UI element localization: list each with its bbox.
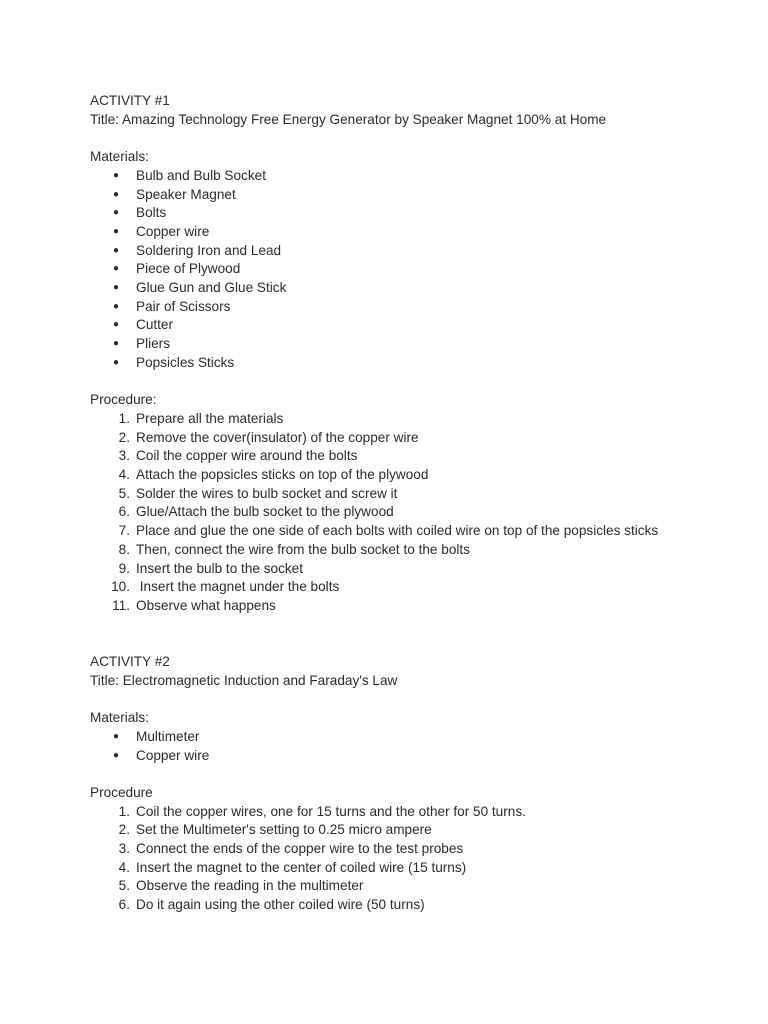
bullet-icon: ● — [113, 300, 120, 312]
procedure-step-number: 1. — [118, 803, 130, 819]
procedure-step-text: Then, connect the wire from the bulb socket to the bolts — [136, 541, 470, 557]
activity-1-procedure-label: Procedure: — [90, 392, 157, 408]
procedure-step-number: 8. — [118, 541, 130, 557]
procedure-step — [90, 466, 740, 485]
bullet-icon: ● — [113, 356, 120, 368]
bullet-icon: ● — [113, 169, 120, 181]
procedure-step — [90, 541, 740, 560]
bullet-icon: ● — [113, 225, 120, 237]
procedure-step-number: 5. — [118, 878, 130, 894]
procedure-step-text: Prepare all the materials — [136, 410, 284, 426]
procedure-step-text: Insert the magnet under the bolts — [136, 579, 340, 595]
procedure-step — [90, 429, 740, 448]
material-item-text: Cutter — [136, 317, 174, 333]
activity-2-procedure-label: Procedure — [90, 784, 153, 800]
procedure-step-number: 5. — [118, 485, 130, 501]
procedure-step — [90, 410, 740, 429]
procedure-step-text: Attach the popsicles sticks on top of the plywood — [136, 467, 429, 483]
procedure-step — [90, 803, 740, 822]
procedure-step — [90, 578, 740, 597]
activity-1-procedure-list — [90, 410, 740, 616]
material-item — [90, 335, 740, 354]
material-item — [90, 298, 740, 317]
procedure-step-text: Set the Multimeter's setting to 0.25 micro ampere — [136, 822, 432, 838]
bullet-icon: ● — [113, 749, 120, 761]
procedure-step-text: Place and glue the one side of each bolts with coiled wire on top of the popsicles sticks — [136, 523, 659, 539]
procedure-step-number: 3. — [118, 841, 130, 857]
activity-2-section — [90, 653, 740, 915]
procedure-step-number: 2. — [118, 822, 130, 838]
bullet-icon: ● — [113, 338, 120, 350]
procedure-step — [90, 896, 740, 915]
procedure-step — [90, 840, 740, 859]
bullet-icon: ● — [113, 207, 120, 219]
procedure-step — [90, 560, 740, 579]
procedure-step-number: 11. — [112, 597, 130, 613]
procedure-step — [90, 597, 740, 616]
material-item-text: Glue Gun and Glue Stick — [136, 280, 287, 296]
material-item — [90, 223, 740, 242]
material-item-text: Copper wire — [136, 747, 210, 763]
bullet-icon: ● — [113, 244, 120, 256]
material-item — [90, 354, 740, 373]
procedure-step-number: 7. — [118, 523, 130, 539]
procedure-step-number: 1. — [118, 410, 130, 426]
procedure-step — [90, 859, 740, 878]
procedure-step-text: Remove the cover(insulator) of the copper wire — [136, 429, 419, 445]
material-item-text: Bulb and Bulb Socket — [136, 167, 266, 183]
procedure-step-text: Connect the ends of the copper wire to the test probes — [136, 841, 464, 857]
procedure-step — [90, 447, 740, 466]
procedure-step-number: 3. — [118, 448, 130, 464]
material-item-text: Bolts — [136, 205, 167, 221]
procedure-step-number: 6. — [118, 504, 130, 520]
activity-1-materials-list — [90, 167, 740, 373]
procedure-step-number: 10. — [111, 579, 130, 595]
material-item — [90, 260, 740, 279]
procedure-step-text: Observe what happens — [136, 597, 276, 613]
procedure-step — [90, 485, 740, 504]
procedure-step-text: Insert the magnet to the center of coiled wire (15 turns) — [136, 859, 467, 875]
material-item-text: Copper wire — [136, 223, 210, 239]
procedure-step-number: 9. — [118, 560, 130, 576]
activity-2-procedure-list — [90, 803, 740, 915]
material-item-text: Soldering Iron and Lead — [136, 242, 282, 258]
activity-1-materials-label: Materials: — [90, 149, 149, 165]
material-item-text: Multimeter — [136, 728, 200, 744]
procedure-step-text: Observe the reading in the multimeter — [136, 878, 364, 894]
document-page — [90, 92, 740, 915]
material-item-text: Speaker Magnet — [136, 186, 236, 202]
procedure-step-text: Glue/Attach the bulb socket to the plywood — [136, 504, 394, 520]
activity-1-heading: ACTIVITY #1 — [90, 93, 170, 108]
material-item — [90, 242, 740, 261]
material-item — [90, 279, 740, 298]
material-item — [90, 747, 740, 766]
activity-1-title: Title: Amazing Technology Free Energy Generator by Speaker Magnet 100% at Home — [90, 111, 607, 127]
material-item-text: Popsicles Sticks — [136, 354, 235, 370]
bullet-icon: ● — [113, 282, 120, 294]
material-item — [90, 167, 740, 186]
procedure-step — [90, 522, 740, 541]
procedure-step-number: 4. — [118, 859, 130, 875]
material-item — [90, 728, 740, 747]
material-item — [90, 186, 740, 205]
material-item — [90, 204, 740, 223]
procedure-step-text: Insert the bulb to the socket — [136, 560, 304, 576]
bullet-icon: ● — [113, 188, 120, 200]
activity-2-title: Title: Electromagnetic Induction and Faraday's Law — [90, 672, 398, 688]
procedure-step — [90, 877, 740, 896]
material-item-text: Piece of Plywood — [136, 261, 241, 277]
activity-2-heading: ACTIVITY #2 — [90, 654, 170, 670]
material-item — [90, 316, 740, 335]
material-item-text: Pliers — [136, 336, 170, 352]
procedure-step — [90, 821, 740, 840]
procedure-step-number: 6. — [118, 897, 130, 913]
material-item-text: Pair of Scissors — [136, 298, 231, 314]
bullet-icon: ● — [113, 263, 120, 275]
activity-2-materials-label: Materials: — [90, 710, 149, 726]
procedure-step-number: 2. — [118, 429, 130, 445]
activity-1-section — [90, 92, 740, 616]
procedure-step-text: Coil the copper wire around the bolts — [136, 448, 358, 464]
activity-2-materials-list — [90, 728, 740, 765]
procedure-step-text: Do it again using the other coiled wire (50 turns) — [136, 897, 425, 913]
bullet-icon: ● — [113, 730, 120, 742]
procedure-step-text: Solder the wires to bulb socket and screw it — [136, 485, 398, 501]
procedure-step — [90, 503, 740, 522]
procedure-step-text: Coil the copper wires, one for 15 turns and the other for 50 turns. — [136, 803, 526, 819]
bullet-icon: ● — [113, 319, 120, 331]
procedure-step-number: 4. — [118, 467, 130, 483]
